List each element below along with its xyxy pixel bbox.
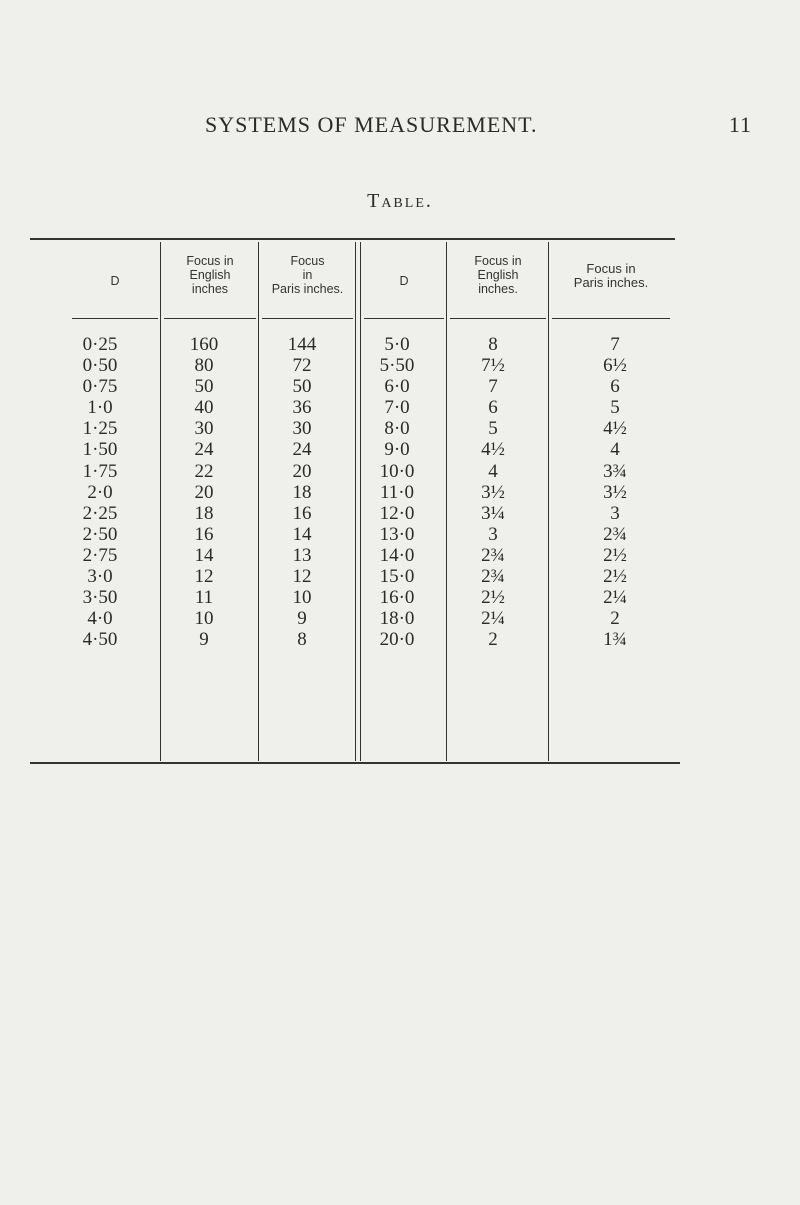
running-head-title: SYSTEMS OF MEASUREMENT. xyxy=(205,112,538,137)
column-focus-english xyxy=(164,334,244,650)
header-focus-english: Focus in English inches xyxy=(186,254,234,296)
table-cell: 2¾ xyxy=(481,544,505,566)
table-cell: 8·0 xyxy=(384,418,410,440)
column-divider-double xyxy=(355,242,356,761)
table-cell: 14 xyxy=(194,544,214,566)
table-cell: 8 xyxy=(297,629,307,651)
table-cell: 2·50 xyxy=(82,523,118,545)
column-divider-double xyxy=(360,242,361,761)
column-d-2 xyxy=(362,334,432,650)
table-cell: 3 xyxy=(610,502,620,524)
header-rule xyxy=(72,318,158,319)
table-bottom-rule xyxy=(30,762,680,764)
table-cell: 3·0 xyxy=(87,566,113,588)
table-cell: 24 xyxy=(194,439,214,461)
header-focus-paris-2: Focus in Paris inches. xyxy=(573,261,649,290)
table-cell: 15·0 xyxy=(379,566,415,588)
table-cell: 4½ xyxy=(481,439,505,461)
table-cell: 4 xyxy=(488,460,498,482)
table-cell: 9 xyxy=(297,608,307,630)
header-rule xyxy=(450,318,546,319)
header-d: D xyxy=(110,274,120,288)
table-cell: 14 xyxy=(292,523,312,545)
table-cell: 2·0 xyxy=(87,481,113,503)
table-cell: 12 xyxy=(194,566,214,588)
header-rule xyxy=(262,318,353,319)
table-cell: 10 xyxy=(292,587,312,609)
table-cell: 72 xyxy=(292,355,312,377)
table-cell: 24 xyxy=(292,439,312,461)
header-rule xyxy=(164,318,256,319)
table-cell: 1·50 xyxy=(82,439,118,461)
column-d xyxy=(55,334,145,650)
table-cell: 13 xyxy=(292,544,312,566)
table-cell: 0·75 xyxy=(82,376,118,398)
column-divider xyxy=(160,242,161,761)
table-cell: 18 xyxy=(292,481,312,503)
table-cell: 2·75 xyxy=(82,544,118,566)
table-cell: 5 xyxy=(610,397,620,419)
table-cell: 1¾ xyxy=(603,629,627,651)
table-cell: 5·50 xyxy=(379,355,415,377)
table-cell: 6½ xyxy=(603,355,627,377)
table-cell: 20·0 xyxy=(379,629,415,651)
table-cell: 2·25 xyxy=(82,502,118,524)
table-cell: 10·0 xyxy=(379,460,415,482)
table-cell: 5 xyxy=(488,418,498,440)
table-cell: 7 xyxy=(488,376,498,398)
running-head xyxy=(205,112,760,138)
column-divider xyxy=(548,242,549,761)
table-cell: 9 xyxy=(199,629,209,651)
table-cell: 3½ xyxy=(603,481,627,503)
table-cell: 2½ xyxy=(603,566,627,588)
table-cell: 12 xyxy=(292,566,312,588)
table-cell: 11·0 xyxy=(379,481,415,503)
table-cell: 50 xyxy=(292,376,312,398)
table-cell: 2½ xyxy=(603,544,627,566)
table-cell: 2 xyxy=(488,629,498,651)
table-cell: 20 xyxy=(292,460,312,482)
table-cell: 144 xyxy=(287,334,317,355)
table-cell: 16 xyxy=(194,523,214,545)
table-cell: 4·0 xyxy=(87,608,113,630)
column-focus-paris-2 xyxy=(585,334,645,650)
column-focus-paris xyxy=(262,334,342,650)
table-cell: 14·0 xyxy=(379,544,415,566)
table-cell: 20 xyxy=(194,481,214,503)
table-cell: 3½ xyxy=(481,481,505,503)
table-cell: 3¼ xyxy=(481,502,505,524)
table-cell: 30 xyxy=(292,418,312,440)
table-cell: 4·50 xyxy=(82,629,118,651)
header-focus-english-2: Focus in English inches. xyxy=(474,254,522,296)
table-cell: 2¾ xyxy=(603,523,627,545)
table-title: Table. xyxy=(367,190,433,212)
table-cell: 0·50 xyxy=(82,355,118,377)
table-cell: 6·0 xyxy=(384,376,410,398)
table-cell: 2¼ xyxy=(481,608,505,630)
table-cell: 7 xyxy=(610,334,620,355)
column-focus-english-2 xyxy=(453,334,533,650)
table-cell: 80 xyxy=(194,355,214,377)
table-cell: 2 xyxy=(610,608,620,630)
table-cell: 0·25 xyxy=(82,334,118,355)
table-cell: 6 xyxy=(610,376,620,398)
table-cell: 50 xyxy=(194,376,214,398)
table-cell: 16 xyxy=(292,502,312,524)
header-rule xyxy=(364,318,444,319)
table-cell: 2½ xyxy=(481,587,505,609)
table-cell: 2¾ xyxy=(481,566,505,588)
table-cell: 3 xyxy=(488,523,498,545)
header-d-2: D xyxy=(399,274,409,288)
table-cell: 40 xyxy=(194,397,214,419)
table-cell: 160 xyxy=(189,334,219,355)
table-cell: 5·0 xyxy=(384,334,410,355)
table-cell: 1·0 xyxy=(87,397,113,419)
table-cell: 8 xyxy=(488,334,498,355)
table-cell: 4 xyxy=(610,439,620,461)
table-cell: 30 xyxy=(194,418,214,440)
table-cell: 16·0 xyxy=(379,587,415,609)
table-cell: 18 xyxy=(194,502,214,524)
table-cell: 1·25 xyxy=(82,418,118,440)
table-cell: 18·0 xyxy=(379,608,415,630)
table-cell: 13·0 xyxy=(379,523,415,545)
header-focus-paris: Focus in Paris inches. xyxy=(271,254,344,296)
table-cell: 10 xyxy=(194,608,214,630)
column-divider xyxy=(258,242,259,761)
table-cell: 1·75 xyxy=(82,460,118,482)
table-cell: 7½ xyxy=(481,355,505,377)
table-cell: 36 xyxy=(292,397,312,419)
table-cell: 12·0 xyxy=(379,502,415,524)
column-divider xyxy=(446,242,447,761)
table-cell: 3¾ xyxy=(603,460,627,482)
header-rule xyxy=(552,318,670,319)
table-cell: 11 xyxy=(194,587,214,609)
page-number: 11 xyxy=(728,112,752,137)
table-cell: 2¼ xyxy=(603,587,627,609)
table-top-rule xyxy=(30,238,675,240)
table-cell: 4½ xyxy=(603,418,627,440)
table-cell: 9·0 xyxy=(384,439,410,461)
table-cell: 6 xyxy=(488,397,498,419)
table-cell: 3·50 xyxy=(82,587,118,609)
table-cell: 7·0 xyxy=(384,397,410,419)
table-cell: 22 xyxy=(194,460,214,482)
